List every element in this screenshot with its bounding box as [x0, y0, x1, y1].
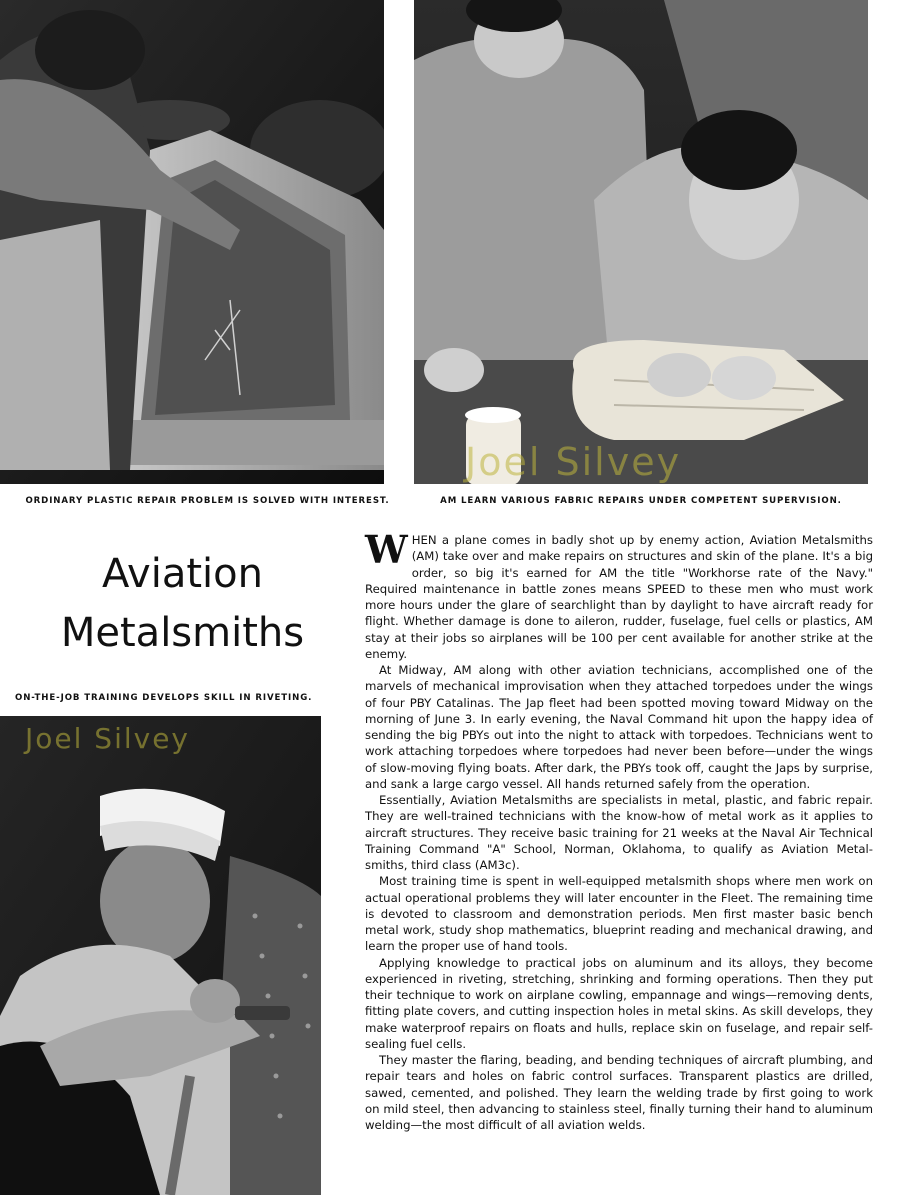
article-paragraph: Most training time is spent in well-equipped metalsmith shops where men work on actual operational problems they will later encounter in the Fleet. The remaining time is devoted to classroom and demonstration periods. Men first master basic bench metal work, study shop mathematics, blueprint reading and mechanical drawing, and learn the proper use of hand tools.	[365, 874, 873, 954]
photo-plastic-repair	[0, 0, 384, 484]
article-paragraph-text: HEN a plane comes in badly shot up by enemy action, Aviation Metalsmiths (AM) take over and make repairs on structures and skin of the plane. It's a big order, so big it's earned for AM the title "Workhorse rate of the Navy." Required maintenance in battle zones means SPEED to these men who must work more hours under the glare of searchlight than by daylight to have aircraft ready for flight. Whether damage is done to aileron, rudder, fuselage, fuel cells or plastics, AM stay at their jobs so airplanes will be 100 per cent available for another strike at the enemy.	[365, 533, 873, 661]
caption-fabric-repair: AM LEARN VARIOUS FABRIC REPAIRS UNDER COMPETENT SUPERVISION.	[440, 496, 842, 506]
photo-fabric-repair-image	[414, 0, 868, 484]
photo-fabric-repair	[414, 0, 868, 484]
article-paragraph: They master the flaring, beading, and bending techniques of aircraft plumbing, and repair tears and holes on fabric control surfaces. Transparent plastics are drilled, sawed, cemented, and polished. They learn the welding trade by first going to work on mild steel, then advancing to stainless steel, finally turning their hand to aluminum welding—the most difficult of all aviation welds.	[365, 1053, 873, 1132]
photo-riveting	[0, 716, 321, 1195]
article-paragraph: At Midway, AM along with other aviation technicians, accomplished one of the marvels of mechanical improvisation when they attached torpedoes under the wings of four PBY Catalinas. The Jap fleet had been spotted moving toward Midway on the morning of June 3. In early evening, the Naval Command hit upon the happy idea of sending the big PBYs out into the night to attack with torpedoes. Technicians went to work attaching torpedoes where torpedoes had never been before—under the wings of slow-moving flying boats. After dark, the PBYs took off, caught the Japs by surprise, and sank a large cargo vessel. All hands returned safely from the operation.	[365, 663, 873, 791]
photo-plastic-repair-image	[0, 0, 384, 484]
caption-riveting: ON-THE-JOB TRAINING DEVELOPS SKILL IN RIVETING.	[15, 693, 313, 703]
watermark-top-right: Joel Silvey	[465, 440, 682, 484]
article-paragraph: Essentially, Aviation Metalsmiths are specialists in metal, plastic, and fabric repair. They are well-trained technicians with the know-how of metal work as it applies to aircraft structures. They receive basic training for 21 weeks at the Naval Air Technical Training Command "A" School, Norman, Oklahoma, to qualify as Aviation Metal-smiths, third class (AM3c).	[365, 793, 873, 872]
caption-plastic-repair: ORDINARY PLASTIC REPAIR PROBLEM IS SOLVED WITH INTEREST.	[25, 496, 390, 506]
drop-cap: W	[365, 527, 408, 572]
page-title-line-1: Aviation	[102, 551, 263, 597]
article-paragraph	[365, 527, 873, 662]
page-title	[20, 545, 345, 663]
article-paragraph: Applying knowledge to practical jobs on aluminum and its alloys, they become experienced in riveting, stretching, shrinking and forming operations. Then they put their technique to work on airplane cowling, empannage and wings—removing dents, fitting plate covers, and cutting inspection holes in metal skins. As skill develops, they make waterproof repairs on floats and hulls, replace skin on fuselage, and repair self-sealing fuel cells.	[365, 955, 873, 1051]
article-body	[365, 527, 873, 1133]
page-title-line-2: Metalsmiths	[60, 610, 305, 656]
watermark-bottom-left: Joel Silvey	[25, 722, 190, 755]
photo-riveting-image	[0, 716, 321, 1195]
